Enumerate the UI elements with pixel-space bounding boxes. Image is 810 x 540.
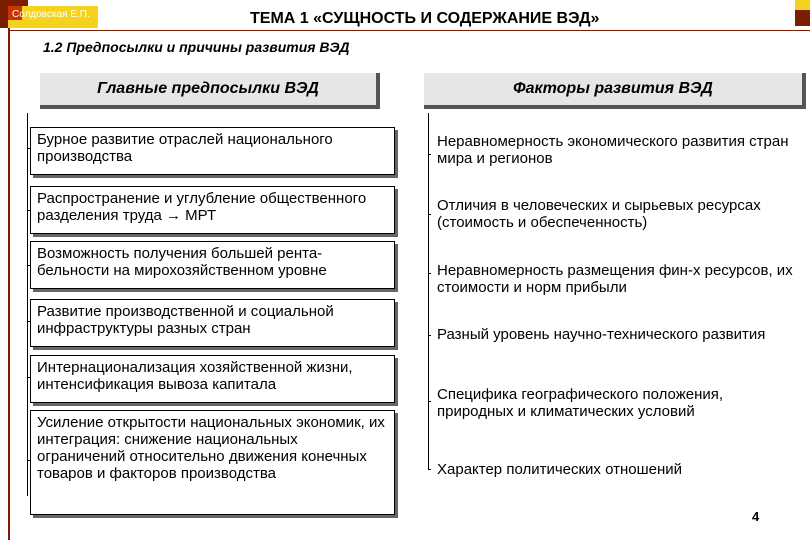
premise-item-4: Развитие производственной и социальной инфраструктуры разных стран: [30, 299, 395, 347]
premise-item-5: Интернационализация хозяйственной жизни, интенсификация вывоза капитала: [30, 355, 395, 403]
factor-item-1: Неравномерность экономического развития стран мира и регионов: [431, 130, 807, 176]
factor-item-4: Разный уровень научно-технического развития: [431, 323, 807, 369]
left-column-header: Главные предпосылки ВЭД: [40, 73, 380, 109]
factor-item-5: Специфика географического положения, природных и климатических условий: [431, 383, 807, 429]
slide-topic: ТЕМА 1 «СУЩНОСТЬ И СОДЕРЖАНИЕ ВЭД»: [250, 10, 600, 27]
decor-square-right-yellow: [795, 0, 810, 10]
slide-subtitle: 1.2 Предпосылки и причины развития ВЭД: [43, 39, 350, 55]
page-number: 4: [752, 509, 760, 524]
factor-item-3: Неравномерность размещения фин-х ресурсов, их стоимости и норм прибыли: [431, 259, 807, 305]
premise-item-6: Усиление открытости национальных экономик, их интеграция: снижение национальных ограничений относительно движения конечных товаров и факторов производства: [30, 410, 395, 515]
premise-item-2: Распространение и углубление общественного разделения труда → МРТ: [30, 186, 395, 234]
factor-item-6: Характер политических отношений: [431, 458, 807, 488]
premise-item-1: Бурное развитие отраслей национального производства: [30, 127, 395, 175]
decor-vertical-rule: [8, 28, 10, 540]
factor-item-2: Отличия в человеческих и сырьевых ресурсах (стоимость и обеспеченность): [431, 194, 807, 240]
premise-item-3: Возможность получения большей рента-бельности на мирохозяйственном уровне: [30, 241, 395, 289]
decor-horizontal-rule: [8, 30, 810, 31]
right-column-header: Факторы развития ВЭД: [424, 73, 806, 109]
left-connector-line: [27, 113, 28, 496]
author-label: Солдовская Е.П.: [12, 9, 90, 20]
right-connector-line: [428, 113, 429, 470]
